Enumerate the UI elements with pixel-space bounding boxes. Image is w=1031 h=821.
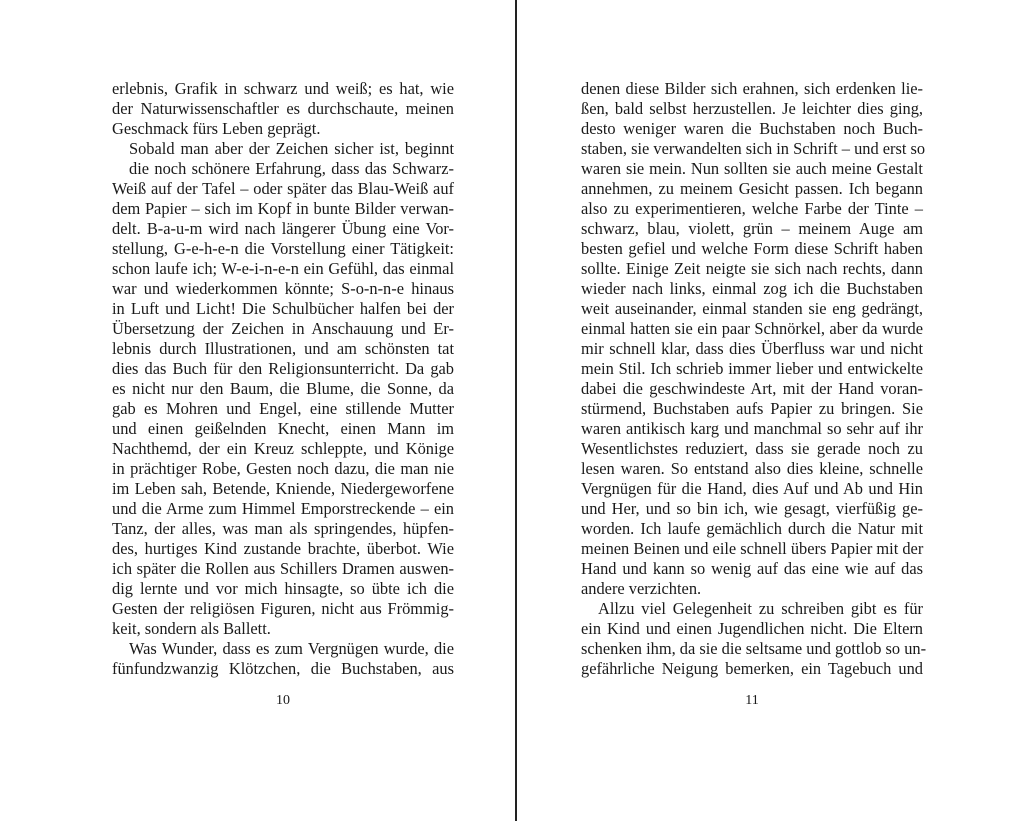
right-page xyxy=(517,0,1031,821)
text-line: Nachthemd, der ein Kreuz schleppte, und Könige xyxy=(112,439,454,458)
text-line: des, hurtiges Kind zustande brachte, überbot. Wie xyxy=(112,539,454,558)
text-line: dig lernte und vor mich hinsagte, so übte ich die xyxy=(112,579,454,598)
text-line: schwarz, blau, violett, grün – meinem Auge am xyxy=(581,219,923,238)
text-line: dabei die geschwindeste Art, mit der Hand voran- xyxy=(581,379,923,398)
text-line: delt. B-a-u-m wird nach längerer Übung eine Vor- xyxy=(112,219,454,238)
text-line: in prächtiger Robe, Gesten noch dazu, die man nie xyxy=(112,459,454,478)
text-line: die noch schönere Erfahrung, dass das Schwarz- xyxy=(129,159,454,178)
text-line: schenken ihm, da sie die seltsame und gottlob so un- xyxy=(581,639,927,658)
page-number: 10 xyxy=(276,693,290,708)
text-line: desto weniger waren die Buchstaben noch Buch- xyxy=(581,119,923,138)
text-line: besten gefiel und welche Form diese Schrift haben xyxy=(581,239,923,258)
text-line: stürmend, Buchstaben aufs Papier zu bringen. Sie xyxy=(581,399,923,418)
text-line: erlebnis, Grafik in schwarz und weiß; es hat, wie xyxy=(112,79,454,98)
text-line: waren sie mein. Nun sollten sie auch meine Gestalt xyxy=(581,159,923,178)
text-line: einmal hatten sie ein paar Schnörkel, aber da wurde xyxy=(581,319,923,338)
text-line: Hand und kann so wenig auf das eine wie auf das xyxy=(581,559,923,578)
text-line: Gesten der religiösen Figuren, nicht aus Frömmig- xyxy=(112,599,454,618)
text-line: schon laufe ich; W-e-i-n-e-n ein Gefühl, das einmal xyxy=(112,259,454,278)
text-line: Vergnügen für die Hand, dies Auf und Ab und Hin xyxy=(581,479,923,498)
text-line: annehmen, zu meinem Gesicht passen. Ich begann xyxy=(581,179,923,198)
text-line: weit auseinander, einmal standen sie eng gedrängt, xyxy=(581,299,923,318)
text-line: waren antikisch karg und manchmal so sehr auf ihr xyxy=(581,419,923,438)
text-line: Tanz, der alles, was man als springendes, hüpfen- xyxy=(112,519,454,538)
text-line: ich später die Rollen aus Schillers Dramen auswen- xyxy=(112,559,454,578)
text-line: wieder nach links, einmal zog ich die Buchstaben xyxy=(581,279,923,298)
text-line: Sobald man aber der Zeichen sicher ist, beginnt xyxy=(129,139,454,158)
text-line: in Luft und Licht! Die Schulbücher halfen bei der xyxy=(112,299,454,318)
text-line: ßen, bald selbst herzustellen. Je leichter dies ging, xyxy=(581,99,923,118)
text-line: gab es Mohren und Engel, eine stillende Mutter xyxy=(112,399,454,418)
text-line: lebnis durch Illustrationen, und am schönsten tat xyxy=(112,339,454,358)
text-line: sollte. Einige Zeit neigte sie sich nach rechts, dann xyxy=(581,259,923,278)
text-line: also zu experimentieren, welche Farbe der Tinte – xyxy=(581,199,923,218)
left-page xyxy=(0,0,515,821)
text-line: denen diese Bilder sich erahnen, sich erdenken lie- xyxy=(581,79,923,98)
text-line: Geschmack fürs Leben geprägt. xyxy=(112,119,321,138)
page-number: 11 xyxy=(745,693,759,708)
text-line: Allzu viel Gelegenheit zu schreiben gibt es für xyxy=(598,599,923,618)
text-line: Übersetzung der Zeichen in Anschauung und Er- xyxy=(112,319,454,338)
text-line: mir schnell klar, dass dies Überfluss war und nicht xyxy=(581,339,923,358)
text-line: und Her, und so bin ich, wie gesagt, vierfüßig ge- xyxy=(581,499,923,518)
text-line: lesen waren. So entstand also dies kleine, schnelle xyxy=(581,459,923,478)
text-line: staben, sie verwandelten sich in Schrift – und erst so xyxy=(581,139,926,158)
text-line: war und wiederkommen könnte; S-o-n-n-e hinaus xyxy=(112,279,454,298)
text-line: und die Arme zum Himmel Emporstreckende – ein xyxy=(112,499,454,518)
text-line: der Naturwissenschaftler es durchschaute, meinen xyxy=(112,99,454,118)
text-line: andere verzichten. xyxy=(581,579,702,598)
text-line: fünfundzwanzig Klötzchen, die Buchstaben, aus xyxy=(112,659,454,678)
text-line: meinen Beinen und eile schnell übers Papier mit der xyxy=(581,539,924,558)
text-line: keit, sondern als Ballett. xyxy=(112,619,271,638)
text-line: im Leben sah, Betende, Kniende, Niedergeworfene xyxy=(112,479,454,498)
text-line: Was Wunder, dass es zum Vergnügen wurde, die xyxy=(129,639,454,658)
text-line: Wesentlichstes reduziert, dass sie gerade noch zu xyxy=(581,439,923,458)
text-line: es nicht nur den Baum, die Blume, die Sonne, da xyxy=(112,379,454,398)
text-line: ein Kind und einen Jugendlichen nicht. Die Eltern xyxy=(581,619,923,638)
text-line: dies das Buch für den Religionsunterricht. Da gab xyxy=(112,359,454,378)
text-line: worden. Ich laufe gemächlich durch die Natur mit xyxy=(581,519,923,538)
text-line: gefährliche Neigung bemerken, ein Tagebuch und xyxy=(581,659,923,678)
text-line: stellung, G-e-h-e-n die Vorstellung einer Tätigkeit: xyxy=(112,239,454,258)
text-line: mein Stil. Ich schrieb immer lieber und entwickelte xyxy=(581,359,923,378)
text-line: dem Papier – sich im Kopf in bunte Bilder verwan- xyxy=(112,199,454,218)
text-line: Weiß auf der Tafel – oder später das Blau-Weiß auf xyxy=(112,179,454,198)
text-line: und einen geißelnden Knecht, einen Mann im xyxy=(112,419,454,438)
